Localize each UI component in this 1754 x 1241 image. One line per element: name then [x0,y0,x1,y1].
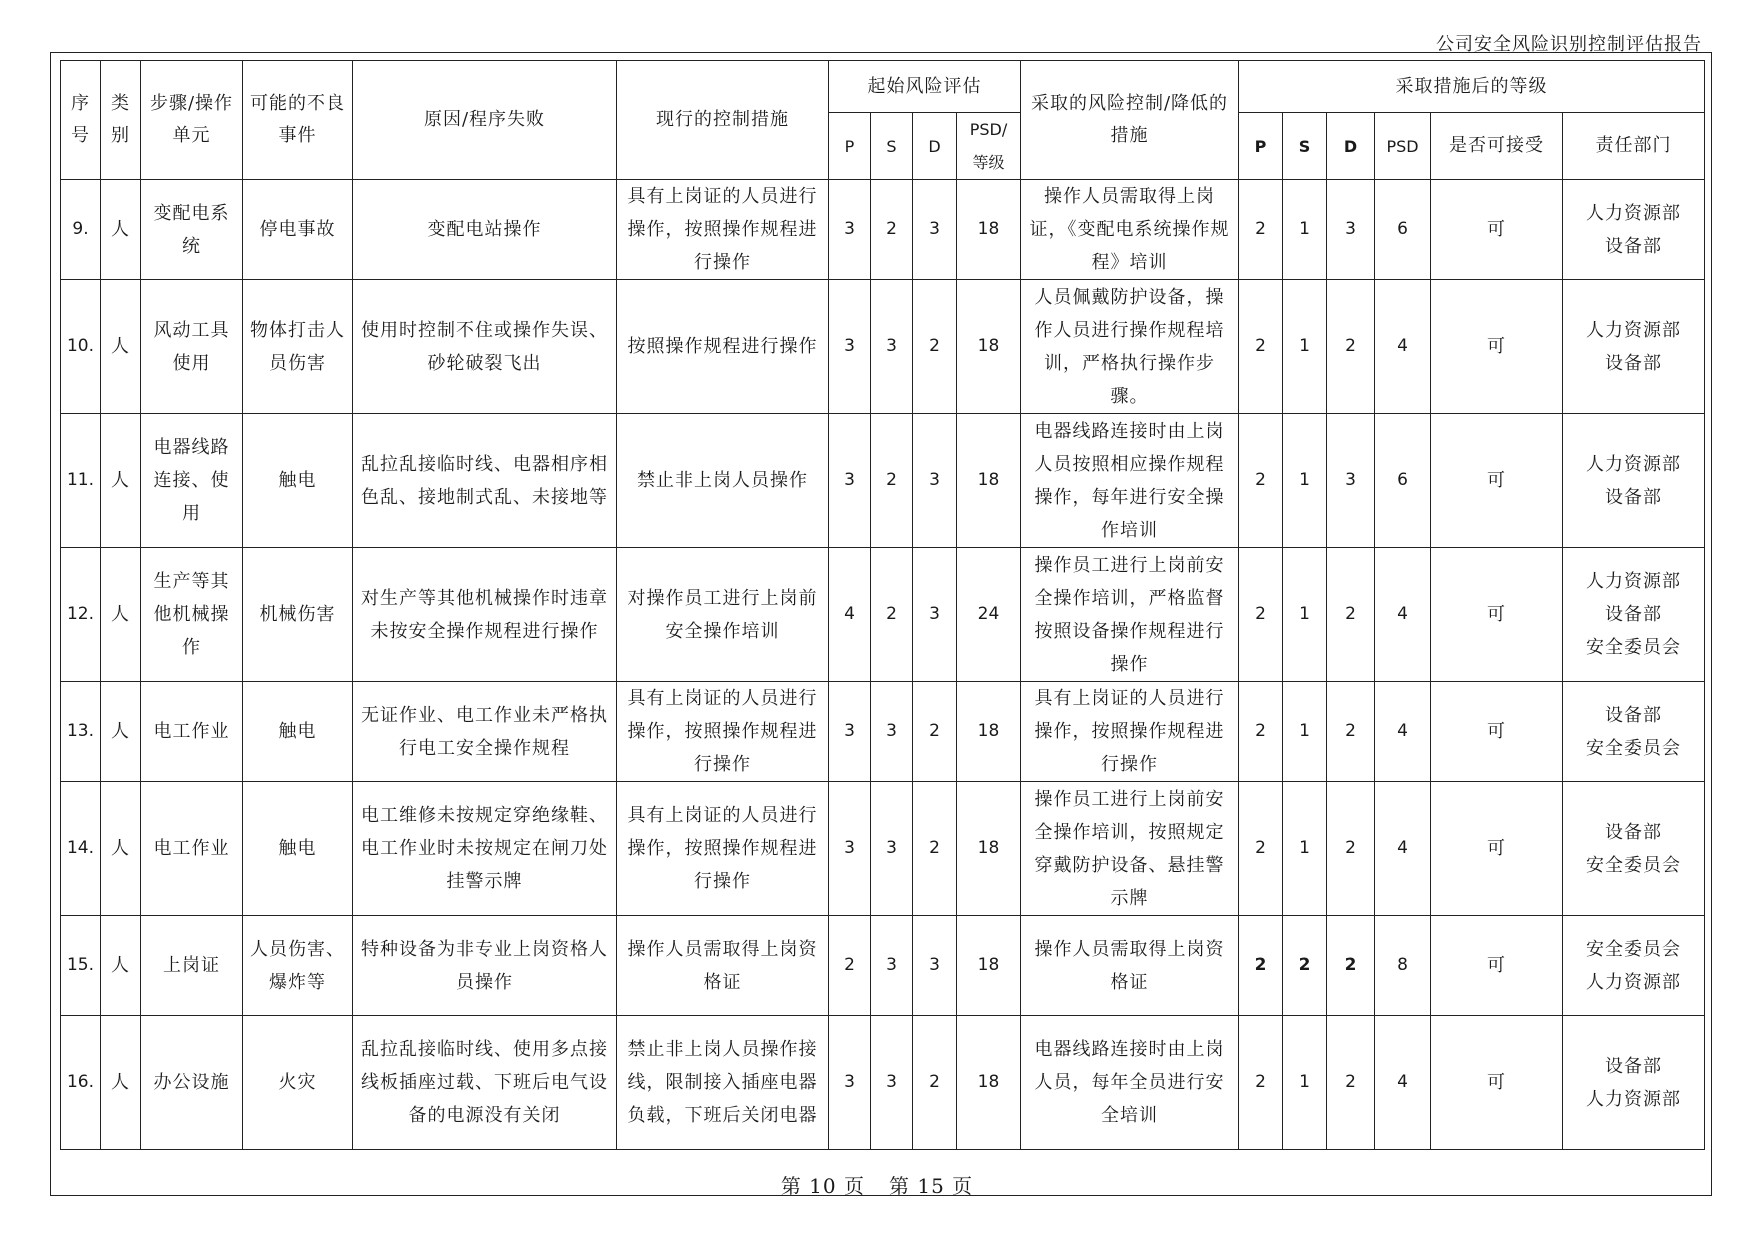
risk-assessment-table [60,60,1705,1150]
row-psd: 18 [957,782,1021,916]
row-d: 3 [913,180,957,280]
row-d: 2 [913,280,957,414]
row-category: 人 [101,682,141,782]
row-event: 机械伤害 [243,548,353,682]
row-p-after: 2 [1239,682,1283,782]
table-row [61,682,1705,782]
row-seq: 14. [61,782,101,916]
row-d-after: 3 [1327,180,1375,280]
row-event: 火灾 [243,1016,353,1150]
row-s-after: 1 [1283,682,1327,782]
row-psd-after: 4 [1375,280,1431,414]
table-row [61,414,1705,548]
row-cause: 使用时控制不住或操作失误、砂轮破裂飞出 [353,280,617,414]
row-psd-after: 8 [1375,916,1431,1016]
row-cause: 对生产等其他机械操作时违章未按安全操作规程进行操作 [353,548,617,682]
row-p: 3 [829,280,871,414]
row-d-after: 2 [1327,682,1375,782]
row-department: 人力资源部 设备部 安全委员会 [1563,548,1705,682]
row-p-after: 2 [1239,280,1283,414]
header-p: P [829,113,871,180]
row-cause: 特种设备为非专业上岗资格人员操作 [353,916,617,1016]
header-initial-risk: 起始风险评估 [829,61,1021,113]
row-s-after: 1 [1283,280,1327,414]
table-row [61,916,1705,1016]
header-psd-after: PSD [1375,113,1431,180]
row-cause: 乱拉乱接临时线、使用多点接线板插座过载、下班后电气设备的电源没有关闭 [353,1016,617,1150]
row-cause: 变配电站操作 [353,180,617,280]
row-psd: 24 [957,548,1021,682]
row-psd-after: 4 [1375,782,1431,916]
table-row [61,1016,1705,1150]
row-p-after: 2 [1239,1016,1283,1150]
row-step: 风动工具 使用 [141,280,243,414]
row-seq: 15. [61,916,101,1016]
row-step: 电器线路连接、使用 [141,414,243,548]
row-control-measure: 操作人员需取得上岗资格证 [1021,916,1239,1016]
row-psd-after: 4 [1375,682,1431,782]
row-control-measure: 电器线路连接时由上岗人员按照相应操作规程操作，每年进行安全操作培训 [1021,414,1239,548]
row-category: 人 [101,1016,141,1150]
row-acceptable: 可 [1431,280,1563,414]
row-psd: 18 [957,1016,1021,1150]
row-department: 人力资源部 设备部 [1563,280,1705,414]
row-control-measure: 电器线路连接时由上岗人员，每年全员进行安全培训 [1021,1016,1239,1150]
row-s: 3 [871,1016,913,1150]
row-psd: 18 [957,180,1021,280]
table-row [61,180,1705,280]
row-psd: 18 [957,414,1021,548]
row-d: 2 [913,782,957,916]
row-p-after: 2 [1239,916,1283,1016]
row-d-after: 2 [1327,916,1375,1016]
row-department: 安全委员会 人力资源部 [1563,916,1705,1016]
header-category: 类别 [101,61,141,180]
header-p-after: P [1239,113,1283,180]
row-current-control: 禁止非上岗人员操作 [617,414,829,548]
row-d: 2 [913,1016,957,1150]
row-current-control: 操作人员需取得上岗资格证 [617,916,829,1016]
row-category: 人 [101,280,141,414]
row-psd: 18 [957,682,1021,782]
header-cause: 原因/程序失败 [353,61,617,180]
header-acceptable: 是否可接受 [1431,113,1563,180]
row-p: 3 [829,180,871,280]
row-cause: 电工维修未按规定穿绝缘鞋、电工作业时未按规定在闸刀处挂警示牌 [353,782,617,916]
row-seq: 9. [61,180,101,280]
row-seq: 12. [61,548,101,682]
row-event: 物体打击人员伤害 [243,280,353,414]
row-category: 人 [101,916,141,1016]
row-current-control: 按照操作规程进行操作 [617,280,829,414]
row-p: 3 [829,414,871,548]
page-total: 第 15 页 [889,1174,974,1198]
row-current-control: 对操作员工进行上岗前安全操作培训 [617,548,829,682]
row-seq: 11. [61,414,101,548]
row-d-after: 2 [1327,280,1375,414]
row-p: 3 [829,1016,871,1150]
document-header-title: 公司安全风险识别控制评估报告 [1436,34,1702,55]
row-cause: 无证作业、电工作业未严格执行电工安全操作规程 [353,682,617,782]
header-d: D [913,113,957,180]
header-d-after: D [1327,113,1375,180]
row-psd-after: 4 [1375,1016,1431,1150]
row-category: 人 [101,180,141,280]
row-s-after: 1 [1283,548,1327,682]
row-event: 人员伤害、爆炸等 [243,916,353,1016]
row-d: 3 [913,548,957,682]
row-s: 3 [871,782,913,916]
page-footer [0,1170,1754,1199]
header-department: 责任部门 [1563,113,1705,180]
header-after-grade: 采取措施后的等级 [1239,61,1705,113]
row-p: 3 [829,782,871,916]
row-p-after: 2 [1239,180,1283,280]
header-psd-grade: PSD/等级 [957,113,1021,180]
row-department: 人力资源部 设备部 [1563,180,1705,280]
row-event: 触电 [243,682,353,782]
row-psd-after: 6 [1375,414,1431,548]
header-step: 步骤/操作单元 [141,61,243,180]
row-control-measure: 操作人员需取得上岗证，《变配电系统操作规程》培训 [1021,180,1239,280]
row-step: 电工作业 [141,682,243,782]
row-category: 人 [101,548,141,682]
table-row [61,280,1705,414]
row-event: 触电 [243,414,353,548]
row-s-after: 2 [1283,916,1327,1016]
row-department: 人力资源部 设备部 [1563,414,1705,548]
row-cause: 乱拉乱接临时线、电器相序相色乱、接地制式乱、未接地等 [353,414,617,548]
row-acceptable: 可 [1431,916,1563,1016]
row-p: 4 [829,548,871,682]
row-category: 人 [101,782,141,916]
row-department: 设备部 安全委员会 [1563,682,1705,782]
row-s: 2 [871,180,913,280]
header-s-after: S [1283,113,1327,180]
row-s: 3 [871,280,913,414]
row-d-after: 2 [1327,1016,1375,1150]
row-s-after: 1 [1283,1016,1327,1150]
row-s: 3 [871,682,913,782]
row-d-after: 2 [1327,782,1375,916]
row-acceptable: 可 [1431,782,1563,916]
row-psd: 18 [957,916,1021,1016]
row-s: 2 [871,548,913,682]
row-d: 3 [913,414,957,548]
row-acceptable: 可 [1431,414,1563,548]
header-event: 可能的不良事件 [243,61,353,180]
row-s-after: 1 [1283,180,1327,280]
row-step: 变配电系统 [141,180,243,280]
row-seq: 13. [61,682,101,782]
row-psd-after: 6 [1375,180,1431,280]
table-row [61,548,1705,682]
row-p-after: 2 [1239,782,1283,916]
row-control-measure: 操作员工进行上岗前安全操作培训，严格监督按照设备操作规程进行操作 [1021,548,1239,682]
row-s-after: 1 [1283,782,1327,916]
row-department: 设备部 人力资源部 [1563,1016,1705,1150]
row-event: 触电 [243,782,353,916]
row-d-after: 2 [1327,548,1375,682]
row-control-measure: 具有上岗证的人员进行操作，按照操作规程进行操作 [1021,682,1239,782]
row-seq: 10. [61,280,101,414]
row-current-control: 禁止非上岗人员操作接线，限制接入插座电器负载，下班后关闭电器 [617,1016,829,1150]
row-step: 电工作业 [141,782,243,916]
row-p: 2 [829,916,871,1016]
row-category: 人 [101,414,141,548]
row-p-after: 2 [1239,548,1283,682]
header-control-measures: 采取的风险控制/降低的措施 [1021,61,1239,180]
row-acceptable: 可 [1431,548,1563,682]
row-acceptable: 可 [1431,180,1563,280]
row-psd-after: 4 [1375,548,1431,682]
header-seq: 序号 [61,61,101,180]
row-control-measure: 人员佩戴防护设备，操作人员进行操作规程培训，严格执行操作步骤。 [1021,280,1239,414]
row-psd: 18 [957,280,1021,414]
table-row [61,782,1705,916]
row-current-control: 具有上岗证的人员进行操作，按照操作规程进行操作 [617,782,829,916]
row-step: 上岗证 [141,916,243,1016]
header-s: S [871,113,913,180]
row-s: 3 [871,916,913,1016]
row-acceptable: 可 [1431,1016,1563,1150]
row-step: 办公设施 [141,1016,243,1150]
header-current-control: 现行的控制措施 [617,61,829,180]
row-p: 3 [829,682,871,782]
row-event: 停电事故 [243,180,353,280]
row-p-after: 2 [1239,414,1283,548]
row-s-after: 1 [1283,414,1327,548]
page-number: 第 10 页 [780,1174,865,1198]
row-current-control: 具有上岗证的人员进行操作，按照操作规程进行操作 [617,682,829,782]
row-step: 生产等其他机械操作 [141,548,243,682]
row-s: 2 [871,414,913,548]
row-d: 2 [913,682,957,782]
row-d: 3 [913,916,957,1016]
row-department: 设备部 安全委员会 [1563,782,1705,916]
row-acceptable: 可 [1431,682,1563,782]
row-d-after: 3 [1327,414,1375,548]
risk-table-body [61,180,1705,1150]
row-current-control: 具有上岗证的人员进行操作，按照操作规程进行操作 [617,180,829,280]
row-control-measure: 操作员工进行上岗前安全操作培训，按照规定穿戴防护设备、悬挂警示牌 [1021,782,1239,916]
row-seq: 16. [61,1016,101,1150]
